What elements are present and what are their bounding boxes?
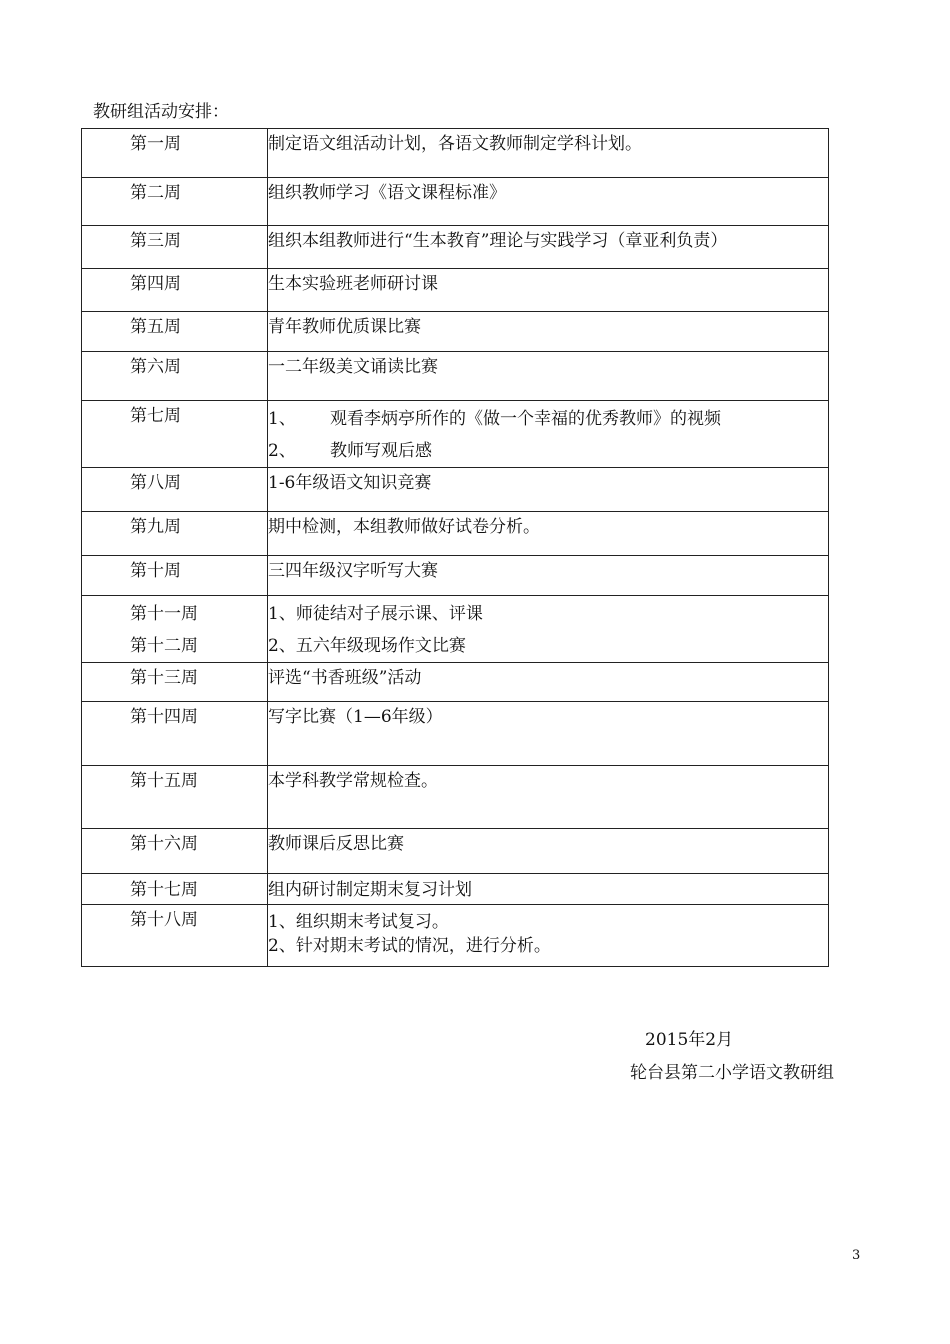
table-row — [82, 766, 829, 829]
week-cell: 第六周 — [82, 352, 268, 401]
section-heading: 教研组活动安排： — [93, 102, 229, 122]
list-item: 1、 观看李炳亭所作的《做一个幸福的优秀教师》的视频 — [268, 409, 721, 429]
activity-cell: 组织教师学习《语文课程标准》 — [268, 178, 829, 226]
table-row — [82, 269, 829, 312]
week-cell: 第十周 — [82, 556, 268, 596]
table-row — [82, 874, 829, 905]
activity-cell: 组内研讨制定期末复习计划 — [268, 874, 829, 905]
activity-cell: 制定语文组活动计划，各语文教师制定学科计划。 — [268, 129, 829, 178]
activity-cell — [268, 596, 829, 663]
page-number: 3 — [852, 1248, 861, 1263]
week-cell: 第十八周 — [82, 905, 268, 967]
table-row — [82, 312, 829, 352]
table-row — [82, 352, 829, 401]
activity-cell: 1-6年级语文知识竞赛 — [268, 468, 829, 512]
week-cell: 第四周 — [82, 269, 268, 312]
activity-cell: 生本实验班老师研讨课 — [268, 269, 829, 312]
activity-cell — [268, 905, 829, 967]
activity-cell: 三四年级汉字听写大赛 — [268, 556, 829, 596]
activity-cell: 写字比赛（1—6年级） — [268, 702, 829, 766]
table-row — [82, 468, 829, 512]
activity-schedule-table — [81, 128, 829, 967]
list-item: 2、五六年级现场作文比赛 — [268, 636, 466, 656]
week-cell: 第十三周 — [82, 663, 268, 702]
list-item: 2、针对期末考试的情况，进行分析。 — [268, 936, 551, 956]
document-date: 2015年2月 — [645, 1030, 734, 1050]
activity-cell: 青年教师优质课比赛 — [268, 312, 829, 352]
activity-cell: 评选“书香班级”活动 — [268, 663, 829, 702]
table-row — [82, 178, 829, 226]
activity-cell: 组织本组教师进行“生本教育”理论与实践学习（章亚利负责） — [268, 226, 829, 269]
week-cell: 第十六周 — [82, 829, 268, 874]
week-cell: 第八周 — [82, 468, 268, 512]
activity-cell: 本学科教学常规检查。 — [268, 766, 829, 829]
activity-cell: 期中检测，本组教师做好试卷分析。 — [268, 512, 829, 556]
list-item: 1、师徒结对子展示课、评课 — [268, 604, 483, 624]
table-row — [82, 129, 829, 178]
list-item: 1、组织期末考试复习。 — [268, 912, 449, 932]
organization-signature: 轮台县第二小学语文教研组 — [630, 1063, 834, 1083]
week-cell: 第七周 — [82, 401, 268, 468]
table-row — [82, 226, 829, 269]
table-row — [82, 829, 829, 874]
week-cell: 第三周 — [82, 226, 268, 269]
activity-cell: 教师课后反思比赛 — [268, 829, 829, 874]
week-cell: 第一周 — [82, 129, 268, 178]
table-row — [82, 556, 829, 596]
activity-cell — [268, 401, 829, 468]
week-cell: 第十一周 第十二周 — [82, 596, 268, 663]
table-row — [82, 512, 829, 556]
table-row — [82, 905, 829, 967]
list-item: 2、 教师写观后感 — [268, 441, 432, 461]
table-row — [82, 401, 829, 468]
week-cell: 第十七周 — [82, 874, 268, 905]
week-cell: 第五周 — [82, 312, 268, 352]
activity-cell: 一二年级美文诵读比赛 — [268, 352, 829, 401]
table-row — [82, 702, 829, 766]
table-row — [82, 663, 829, 702]
week-cell: 第十四周 — [82, 702, 268, 766]
week-cell: 第十五周 — [82, 766, 268, 829]
table-row — [82, 596, 829, 663]
week-cell: 第二周 — [82, 178, 268, 226]
week-cell: 第九周 — [82, 512, 268, 556]
